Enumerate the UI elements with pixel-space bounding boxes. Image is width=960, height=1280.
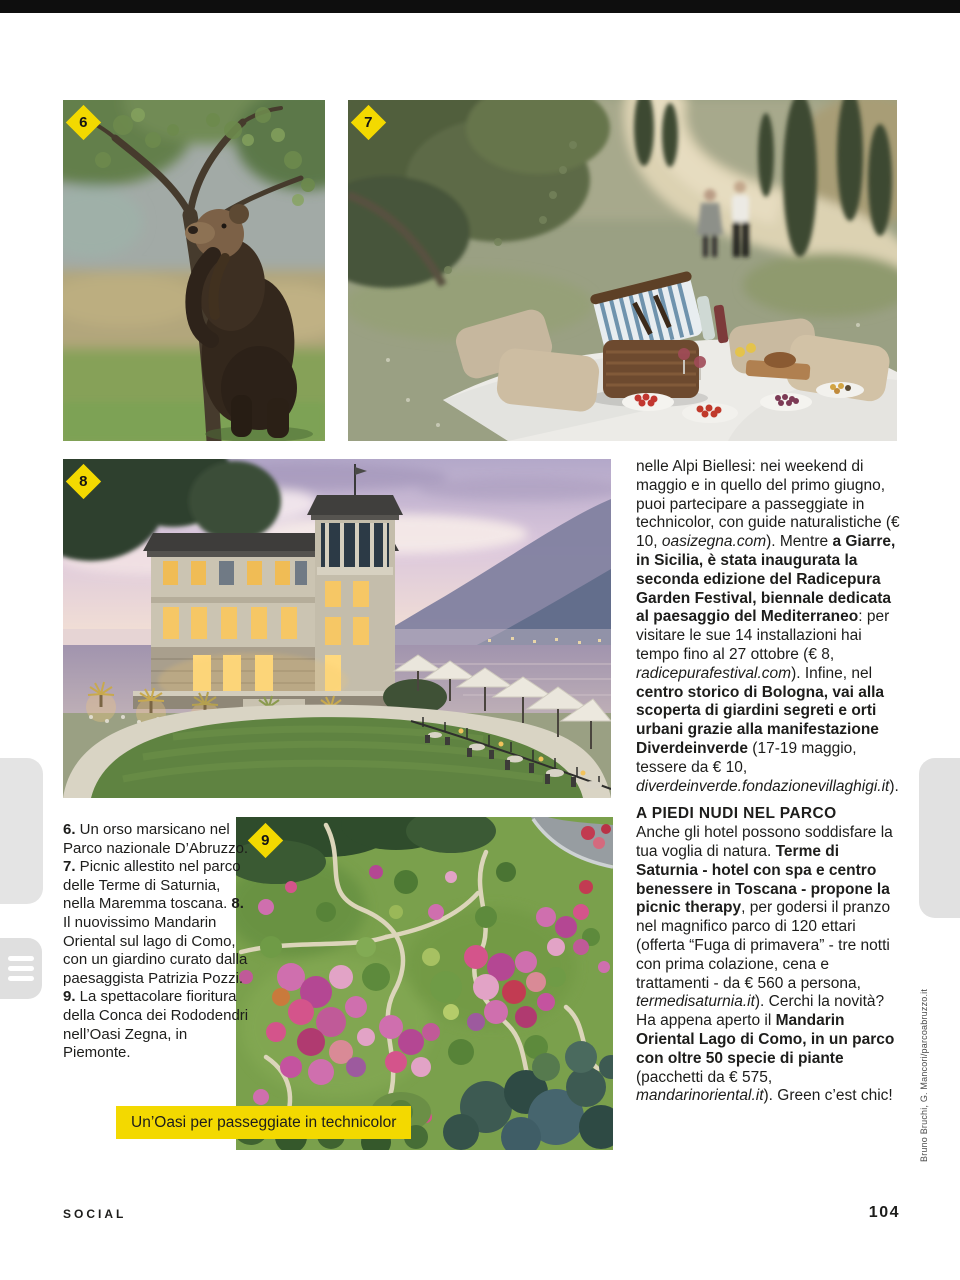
article-column xyxy=(636,458,904,1106)
top-bar xyxy=(0,0,960,13)
photo-aerial-garden xyxy=(236,817,613,1150)
bear-photo-illustration xyxy=(63,100,325,441)
highlight-caption-bar xyxy=(116,1106,411,1139)
hamburger-icon xyxy=(8,976,34,981)
page-back-handle[interactable] xyxy=(0,758,43,904)
photo-bear xyxy=(63,100,325,441)
hamburger-icon xyxy=(8,956,34,961)
hamburger-icon xyxy=(8,966,34,971)
article-intro-paragraph: nelle Alpi Biellesi: nei weekend di maggio e in quello del primo giugno, puoi partecipare a passeggiate in technicolor, con guide naturalistiche (€ 10, oasizegna.com). Mentre a Giarre, in Sicilia, è stata inaugurata la seconda edizione del Radicepura Garden Festival, biennale dedicata al paesaggio del Mediterraneo: per visitare le sue 14 installazioni hai tempo fino al 27 ottobre (€ 8, radicepurafestival.com). Infine, nel centro storico di Bologna, vai alla scoperta di giardini segreti e orti urbani grazie alla manifestazione Diverdeinverde (17-19 maggio, tessere da € 10, diverdeinverde.fondazionevillaghigi.it). xyxy=(636,458,900,795)
photo-picnic xyxy=(348,100,897,441)
section-heading: A PIEDI NUDI NEL PARCO xyxy=(636,805,837,823)
footer-page-number: 104 xyxy=(868,1204,900,1221)
photo-credit: Bruno Bruchi, G. Mancori/parcoabruzzo.it xyxy=(919,988,929,1162)
highlight-caption-text: Un’Oasi per passeggiate in technicolor xyxy=(131,1113,397,1131)
photo-badge-number: 8 xyxy=(79,473,88,490)
picnic-photo-illustration xyxy=(348,100,897,441)
photo-badge-number: 9 xyxy=(261,832,270,849)
garden-photo-illustration xyxy=(236,817,613,1150)
photo-villa-como xyxy=(63,459,611,798)
photo-captions: 6. Un orso marsicano nel Parco nazionale D’Abruzzo. 7. Picnic allestito nel parco delle Terme di Saturnia, nella Maremma toscana. 8. Il nuovissimo Mandarin Oriental sul lago di Como, con un giardino curato dalla paesaggista Patrizia Pozzi. 9. La spettacolare fioritura della Conca dei Rododendri nell’Oasi Zegna, in Piemonte. xyxy=(63,821,249,1062)
menu-button[interactable] xyxy=(0,938,42,999)
photo-badge-number: 6 xyxy=(79,114,88,131)
article-body-paragraph: Anche gli hotel possono soddisfare la tua voglia di natura. Terme di Saturnia - hotel con spa e centro benessere in Toscana - propone la picnic therapy, per godersi il pranzo nel magnifico parco di 120 ettari (offerta “Fuga di primavera” - tre notti con prima colazione, cena e trattamenti - da € 560 a persona, termedisaturnia.it). Cerchi la novità? Ha appena aperto il Mandarin Oriental Lago di Como, in un parco con oltre 50 specie di piante (pacchetti da € 575, mandarinoriental.it). Green c’est chic! xyxy=(636,824,895,1105)
villa-photo-illustration xyxy=(63,459,611,798)
page-forward-handle[interactable] xyxy=(919,758,960,918)
footer-section-label: SOCIAL xyxy=(63,1207,127,1221)
photo-badge-number: 7 xyxy=(364,114,373,131)
